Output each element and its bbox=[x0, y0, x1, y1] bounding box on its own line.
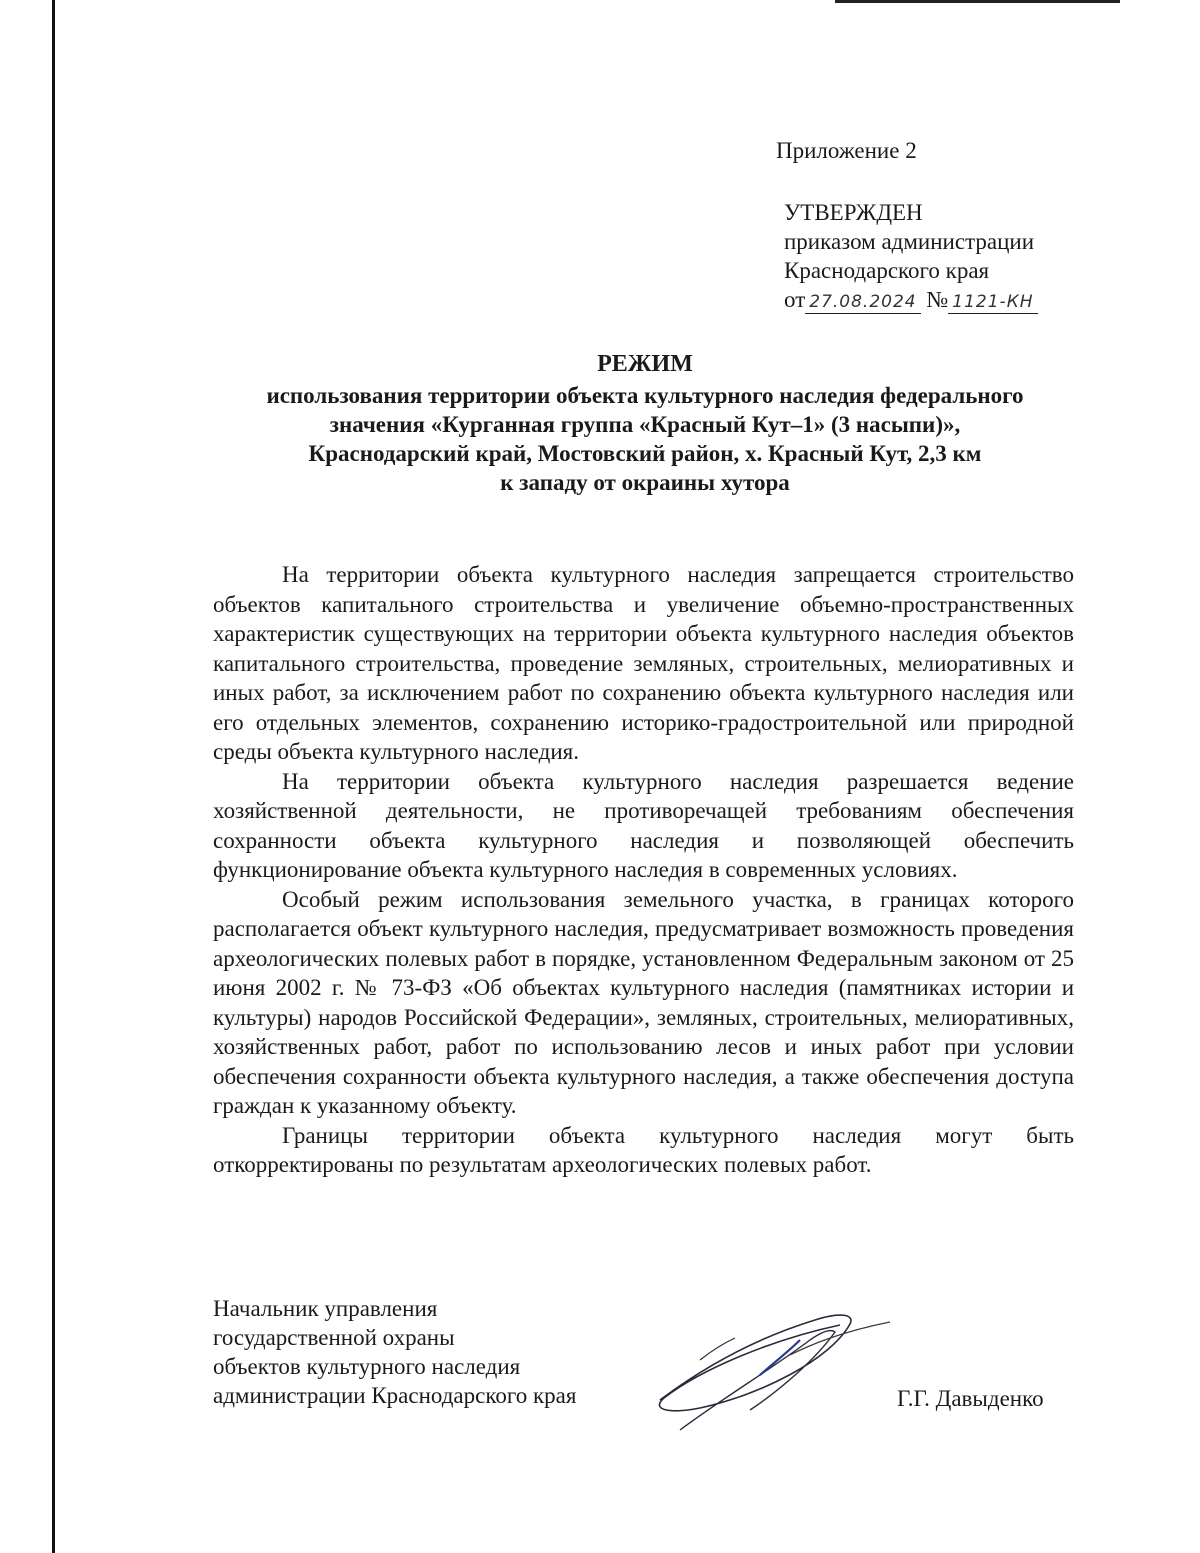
signatory-position bbox=[213, 1294, 576, 1410]
scan-edge-top bbox=[835, 0, 1120, 3]
paragraph-2: На территории объекта культурного наследия разрешается ведение хозяйственной деятельности, не противоречащей требованиям обеспечения сохранности объекта культурного наследия и позволяющей обеспечить функционирование объекта культурного наследия в современных условиях. bbox=[213, 768, 1074, 882]
title-main: РЕЖИМ bbox=[597, 351, 693, 377]
document-title bbox=[200, 350, 1090, 497]
order-date: 27.08.2024 bbox=[805, 291, 920, 314]
approved-by-line1: приказом администрации bbox=[784, 229, 1035, 254]
title-line-4: к западу от окраины хутора bbox=[500, 470, 790, 495]
paragraph-1: На территории объекта культурного наследия запрещается строительство объектов капитального строительства и увеличение объемно-пространственных характеристик существующих на территории объекта культурного наследия объектов капитального строительства, проведение земляных, строительных, мелиоративных и иных работ, за исключением работ по сохранению объекта культурного наследия или его отдельных элементов, сохранению историко-градостроительной или природной среды объекта культурного наследия. bbox=[213, 562, 1074, 764]
approval-block bbox=[784, 198, 1038, 314]
paragraph-4: Границы территории объекта культурного наследия могут быть откорректированы по результатам археологических полевых работ. bbox=[213, 1122, 1074, 1177]
scan-edge-left bbox=[52, 0, 55, 1553]
paragraph-3: Особый режим использования земельного участка, в границах которого располагается объект культурного наследия, предусматривает возможность проведения археологических полевых работ в порядке, установленном Федеральным законом от 25 июня 2002 г. № 73-ФЗ «Об объектах культурного наследия (памятниках истории и культуры) народов Российской Федерации», земляных, строительных, мелиоративных, хозяйственных работ, работ по использованию лесов и иных работ при условии обеспечения сохранности объекта культурного наследия, а также обеспечения доступа граждан к указанному объекту. bbox=[213, 886, 1074, 1118]
appendix-label: Приложение 2 bbox=[776, 138, 917, 163]
approved-by-line2: Краснодарского края bbox=[784, 258, 990, 283]
approved-stamp-text: УТВЕРЖДЕН bbox=[784, 200, 923, 225]
signatory-name: Г.Г. Давыденко bbox=[897, 1386, 1044, 1411]
order-number: 1121-КН bbox=[948, 291, 1037, 314]
title-line-1: использования территории объекта культурного наследия федерального bbox=[266, 383, 1024, 408]
title-line-3: Краснодарский край, Мостовский район, х. Красный Кут, 2,3 км bbox=[308, 441, 982, 466]
order-date-number-line bbox=[784, 285, 1038, 314]
handwritten-signature bbox=[640, 1300, 900, 1440]
number-prefix: № bbox=[926, 287, 949, 312]
position-line-1: Начальник управления bbox=[213, 1296, 438, 1321]
position-line-4: администрации Краснодарского края bbox=[213, 1383, 577, 1408]
position-line-2: государственной охраны bbox=[213, 1325, 455, 1350]
title-line-2: значения «Курганная группа «Красный Кут–1» (3 насыпи)», bbox=[329, 412, 961, 437]
position-line-3: объектов культурного наследия bbox=[213, 1354, 521, 1379]
document-body bbox=[213, 560, 1074, 1180]
date-prefix: от bbox=[784, 287, 806, 312]
